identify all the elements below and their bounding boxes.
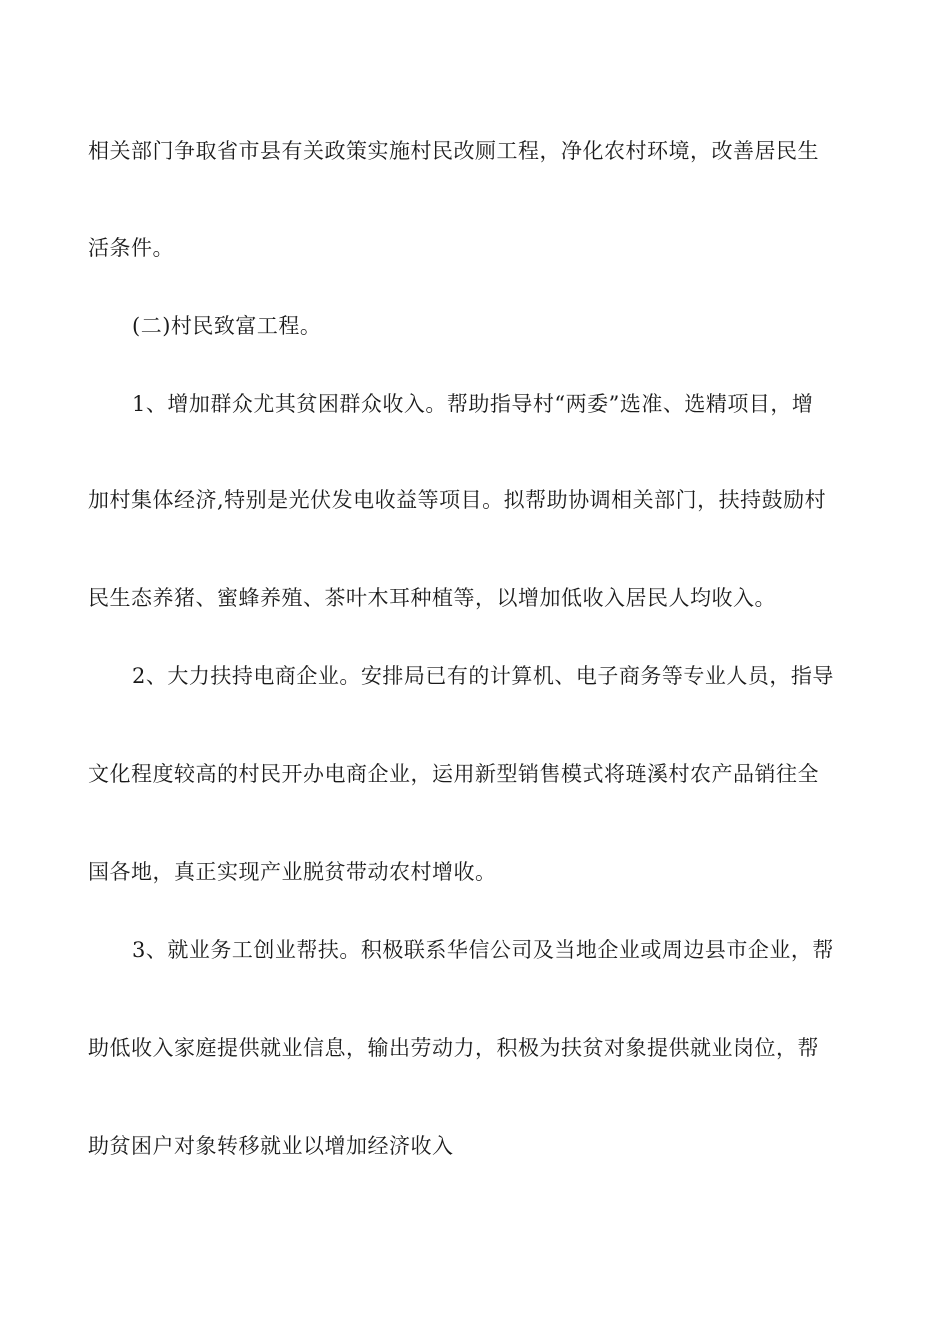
list-item-3-start: 3、就业务工创业帮扶。积极联系华信公司及当地企业或周边县市企业，帮 [132,938,834,962]
body-text-line: 助贫困户对象转移就业以增加经济收入 [88,1134,454,1158]
body-text-line: 民生态养猪、蜜蜂养殖、茶叶木耳种植等，以增加低收入居民人均收入。 [88,586,776,610]
body-text-line: 文化程度较高的村民开办电商企业，运用新型销售模式将琏溪村农产品销往全 [88,762,819,786]
section-heading: (二)村民致富工程。 [132,314,322,338]
body-text-line: 国各地，真正实现产业脱贫带动农村增收。 [88,860,497,884]
body-text-line: 加村集体经济,特别是光伏发电收益等项目。拟帮助协调相关部门，扶持鼓励村 [88,488,827,512]
body-text-line: 活条件。 [88,236,174,260]
list-item-1-start: 1、增加群众尤其贫困群众收入。帮助指导村“两委”选准、选精项目，增 [132,392,814,416]
body-text-line: 助低收入家庭提供就业信息，输出劳动力，积极为扶贫对象提供就业岗位，帮 [88,1036,819,1060]
list-item-2-start: 2、大力扶持电商企业。安排局已有的计算机、电子商务等专业人员，指导 [132,664,834,688]
body-text-line: 相关部门争取省市县有关政策实施村民改厕工程，净化农村环境，改善居民生 [88,139,819,163]
